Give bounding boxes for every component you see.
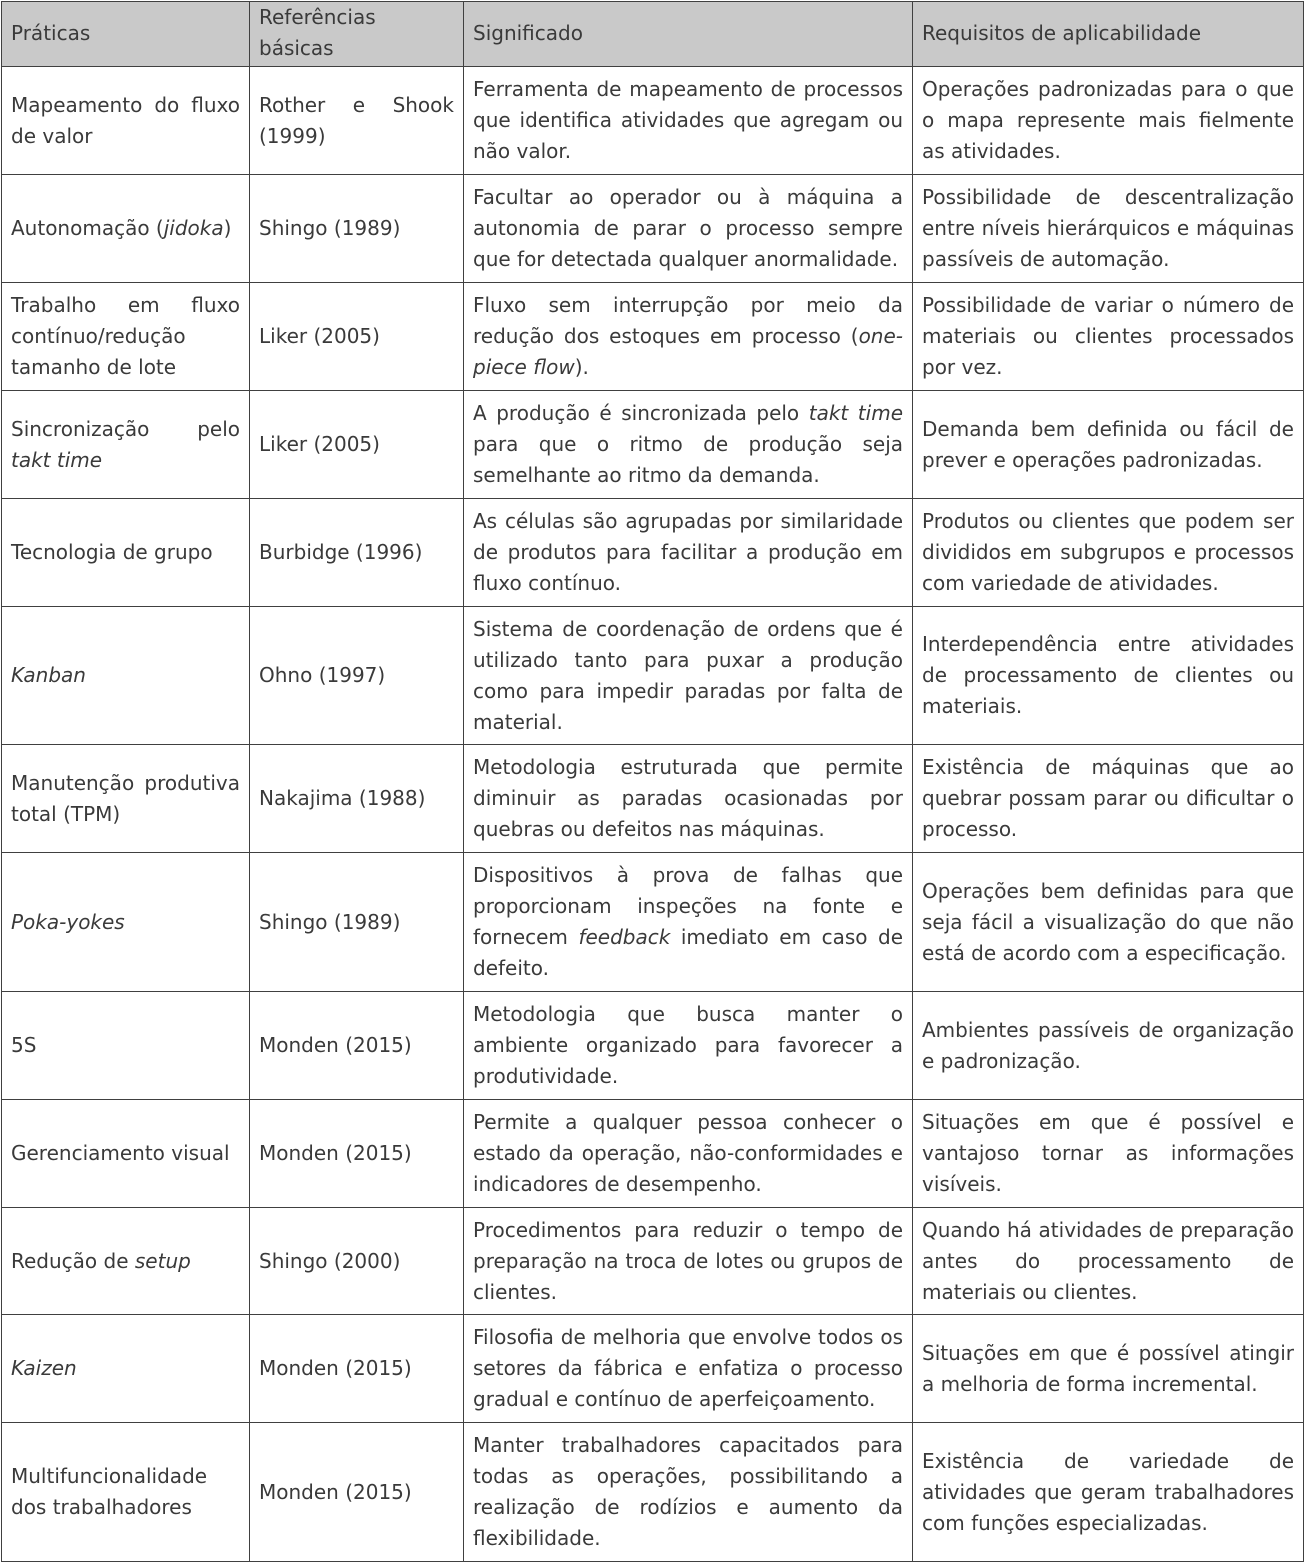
significado-text: Filosofia de melhoria que envolve todos os setores da fábrica e enfatiza o processo gradual e contínuo de aperfeiçoamento. [473,1325,903,1411]
cell-significado [464,283,913,391]
cell-significado [464,745,913,853]
table-row [2,175,1304,283]
cell-referencia: Shingo (1989) [250,175,464,283]
pratica-text: 5S [11,1033,37,1057]
cell-referencia: Shingo (1989) [250,853,464,992]
table-row [2,607,1304,745]
table-row [2,1208,1304,1315]
significado-text: imediato em caso de defeito. [473,925,903,980]
pratica-text: Sincronização pelo [11,416,240,441]
table-row [2,992,1304,1100]
significado-text: feedback [578,925,671,949]
cell-referencia: Monden (2015) [250,1100,464,1208]
cell-referencia: Rother e Shook (1999) [250,67,464,175]
cell-significado [464,67,913,175]
pratica-text: setup [134,1248,191,1273]
significado-text: As células são agrupadas por similaridade de produtos para facilitar a produção em fluxo contínuo. [473,509,903,595]
significado-text: Facultar ao operador ou à máquina a autonomia de parar o processo sempre que for detectada qualquer anormalidade. [473,185,903,271]
pratica-text: Tecnologia de grupo [11,540,213,564]
cell-significado [464,1208,913,1315]
pratica-text: Trabalho em fluxo contínuo/redução tamanho de lote [11,293,240,379]
cell-requisitos: Possibilidade de variar o número de materiais ou clientes processados por vez. [913,283,1304,391]
cell-significado [464,853,913,992]
cell-significado [464,499,913,607]
cell-significado [464,1100,913,1208]
cell-pratica [2,283,250,391]
pratica-text: takt time [11,447,103,472]
significado-text: Ferramenta de mapeamento de processos que identifica atividades que agregam ou não valor. [473,77,903,163]
table-row [2,1100,1304,1208]
cell-pratica [2,391,250,499]
significado-text: para que o ritmo de produção seja semelhante ao ritmo da demanda. [473,432,903,487]
cell-pratica [2,992,250,1100]
pratica-text: Autonomação ( [11,216,164,240]
significado-text: Procedimentos para reduzir o tempo de preparação na troca de lotes ou grupos de clientes. [473,1217,903,1304]
cell-requisitos: Quando há atividades de preparação antes do processamento de materiais ou clientes. [913,1208,1304,1315]
pratica-text: Manutenção produtiva total (TPM) [11,770,240,826]
significado-text: Dispositivos à prova de falhas que proporcionam inspeções na fonte e fornecem [473,863,903,949]
cell-referencia: Burbidge (1996) [250,499,464,607]
table-row [2,1315,1304,1423]
table-row [2,499,1304,607]
significado-text: ). [574,355,589,379]
cell-requisitos: Existência de variedade de atividades que geram trabalhadores com funções especializadas. [913,1423,1304,1562]
significado-text: Manter trabalhadores capacitados para todas as operações, possibilitando a realização de rodízios e aumento da flexibilidade. [473,1433,903,1550]
table-row [2,391,1304,499]
cell-requisitos: Situações em que é possível atingir a melhoria de forma incremental. [913,1315,1304,1423]
significado-text: A produção é sincronizada pelo [473,401,809,425]
cell-requisitos: Ambientes passíveis de organização e padronização. [913,992,1304,1100]
lean-practices-table [1,1,1304,1562]
cell-pratica [2,1208,250,1315]
pratica-text: ) [223,216,232,240]
cell-requisitos: Possibilidade de descentralização entre níveis hierárquicos e máquinas passíveis de automação. [913,175,1304,283]
cell-referencia: Monden (2015) [250,1423,464,1562]
table-row [2,745,1304,853]
cell-requisitos: Operações bem definidas para que seja fácil a visualização do que não está de acordo com a especificação. [913,853,1304,992]
cell-requisitos: Existência de máquinas que ao quebrar possam parar ou dificultar o processo. [913,745,1304,853]
cell-significado [464,607,913,745]
cell-requisitos: Demanda bem definida ou fácil de prever e operações padronizadas. [913,391,1304,499]
significado-text: Metodologia que busca manter o ambiente organizado para favorecer a produtividade. [473,1002,903,1088]
cell-requisitos: Situações em que é possível e vantajoso tornar as informações visíveis. [913,1100,1304,1208]
cell-referencia: Nakajima (1988) [250,745,464,853]
pratica-text: Kanban [11,663,86,687]
table-row [2,67,1304,175]
cell-pratica [2,1315,250,1423]
cell-significado [464,175,913,283]
significado-text: takt time [808,401,903,425]
header-requisitos: Requisitos de aplicabilidade [913,2,1304,67]
cell-referencia: Monden (2015) [250,1315,464,1423]
header-row [2,2,1304,67]
cell-significado [464,992,913,1100]
cell-pratica [2,607,250,745]
cell-requisitos: Interdependência entre atividades de processamento de clientes ou materiais. [913,607,1304,745]
pratica-text: Gerenciamento visual [11,1141,230,1165]
pratica-text: Multifuncionalidade dos trabalhadores [11,1464,208,1519]
cell-referencia: Monden (2015) [250,992,464,1100]
header-significado: Significado [464,2,913,67]
cell-pratica [2,67,250,175]
cell-referencia: Liker (2005) [250,391,464,499]
cell-pratica [2,745,250,853]
cell-pratica [2,499,250,607]
cell-requisitos: Produtos ou clientes que podem ser divididos em subgrupos e processos com variedade de atividades. [913,499,1304,607]
header-praticas: Práticas [2,2,250,67]
significado-text: Sistema de coordenação de ordens que é utilizado tanto para puxar a produção como para impedir paradas por falta de material. [473,616,903,734]
table-row [2,853,1304,992]
cell-pratica [2,175,250,283]
cell-pratica [2,853,250,992]
cell-significado [464,391,913,499]
cell-requisitos: Operações padronizadas para o que o mapa represente mais fielmente as atividades. [913,67,1304,175]
significado-text: Fluxo sem interrupção por meio da redução dos estoques em processo ( [473,293,903,348]
pratica-text: Redução de [11,1248,135,1273]
header-referencias: Referências básicas [250,2,464,67]
cell-pratica [2,1100,250,1208]
cell-referencia: Ohno (1997) [250,607,464,745]
pratica-text: Mapeamento do fluxo de valor [11,92,240,148]
significado-text: Permite a qualquer pessoa conhecer o estado da operação, não-conformidades e indicadores de desempenho. [473,1110,903,1196]
pratica-text: Poka-yokes [11,909,125,934]
cell-referencia: Shingo (2000) [250,1208,464,1315]
significado-text: Metodologia estruturada que permite diminuir as paradas ocasionadas por quebras ou defeitos nas máquinas. [473,755,903,841]
pratica-text: jidoka [163,216,224,240]
significado-text: one-piece flow [473,324,903,379]
cell-significado [464,1315,913,1423]
pratica-text: Kaizen [11,1356,77,1380]
table-row [2,283,1304,391]
cell-referencia: Liker (2005) [250,283,464,391]
